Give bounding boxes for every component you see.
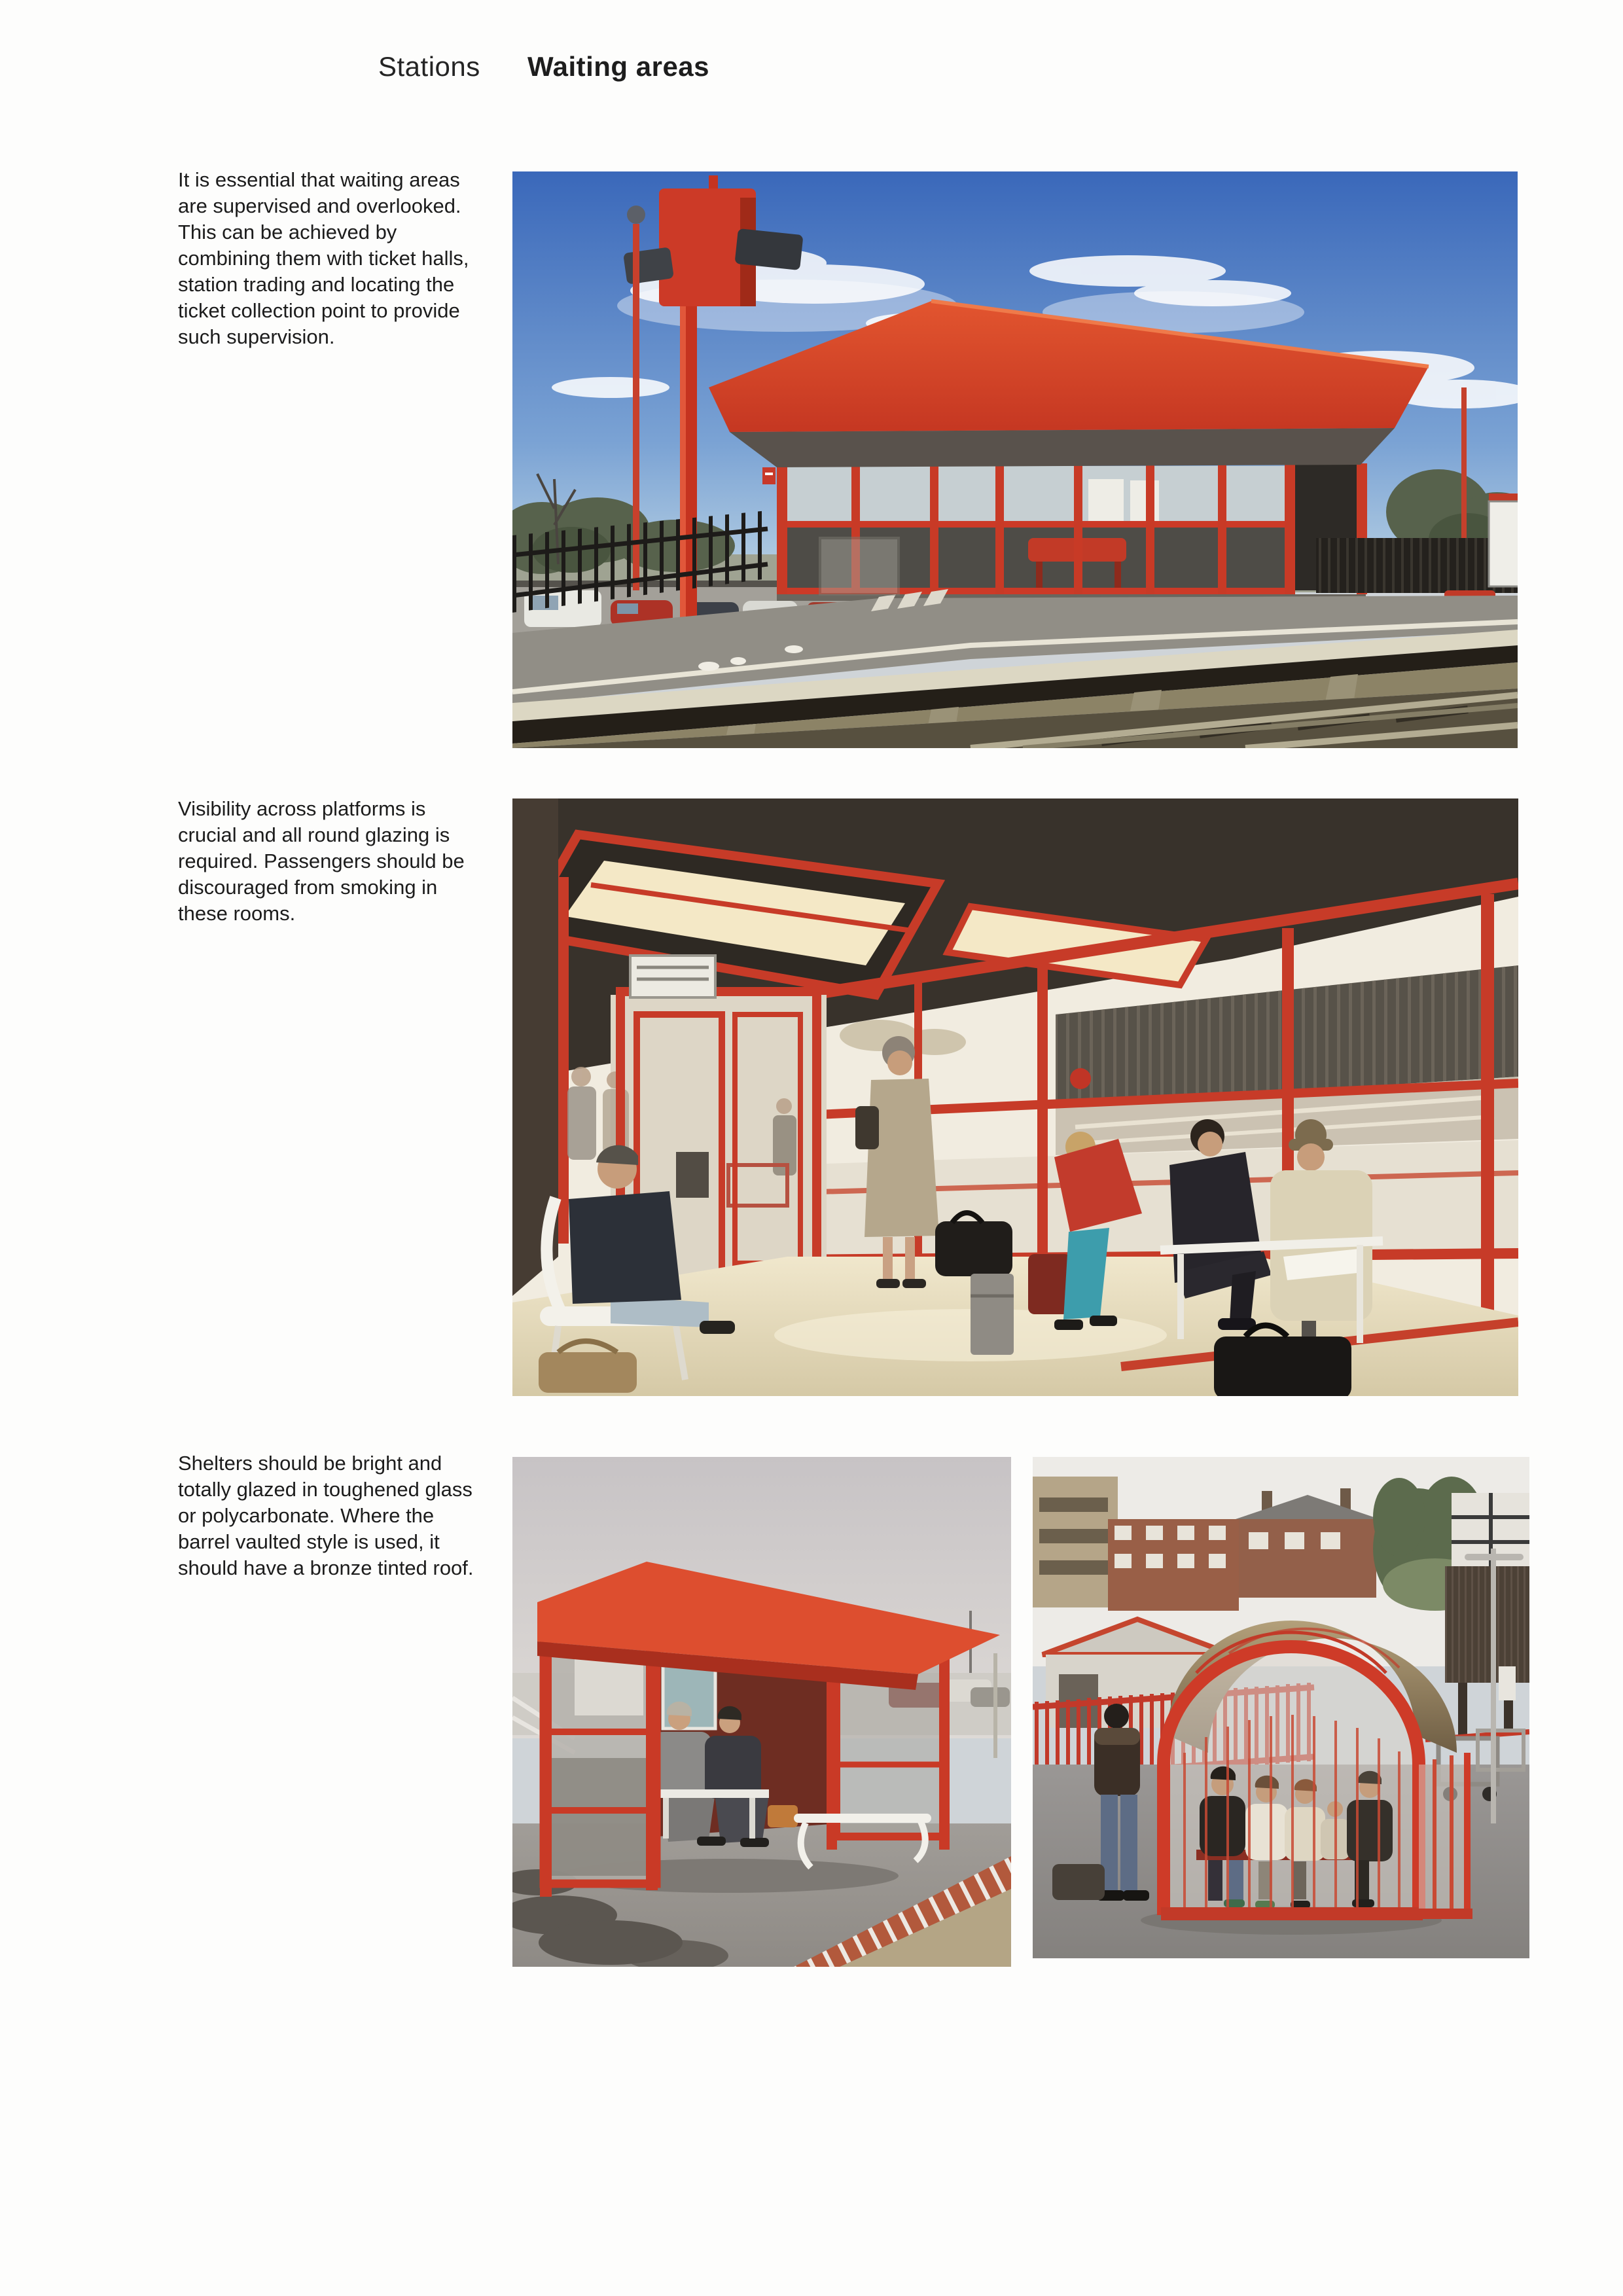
paragraph-shelters: Shelters should be bright and totally glazed in toughened glass or polycarbonate. Where the barrel vaulted style is used, it should have a bronze tinted roof. <box>178 1452 474 1579</box>
header-section-label: Stations <box>378 51 480 82</box>
paragraph-supervision: It is essential that waiting areas are supervised and overlooked. This can be achieved by combining them with ticket halls, station trading and locating the ticket collection point to provide such supervision. <box>178 168 469 348</box>
photo-flat-roof-shelter <box>512 1457 1011 1967</box>
photo4-rear-bay <box>1418 1753 1472 1919</box>
photo-barrel-vault-shelter <box>1033 1457 1529 1958</box>
header-page-title: Waiting areas <box>527 51 710 82</box>
photo-station-exterior <box>512 171 1518 748</box>
photo-waiting-room-interior <box>512 798 1518 1396</box>
paragraph-visibility: Visibility across platforms is crucial and all round glazing is required. Passengers should be discouraged from smoking in these rooms. <box>178 797 465 925</box>
